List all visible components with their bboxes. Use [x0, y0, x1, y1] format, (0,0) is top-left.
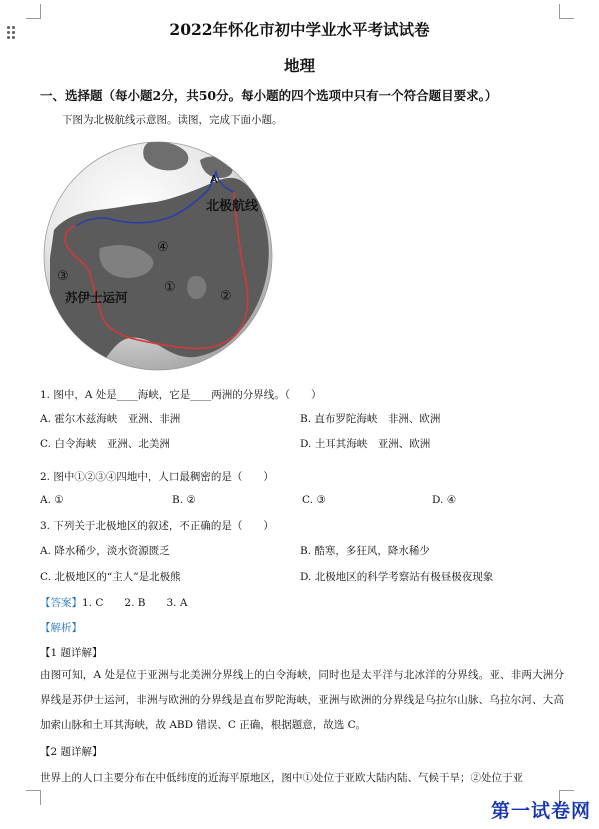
page-title: 2022年怀化市初中学业水平考试试卷	[169, 20, 430, 39]
answer-label: 【答案】	[40, 597, 82, 609]
question-3-option-a[interactable]: A. 降水稀少，淡水资源匮乏	[40, 545, 170, 557]
question-2-option-b[interactable]: B. ②	[172, 494, 196, 506]
map-marker-2: ②	[220, 289, 232, 304]
map-label-arctic-route: 北极航线	[206, 199, 259, 214]
question-1-option-d[interactable]: D. 土耳其海峡 亚洲、欧洲	[300, 438, 431, 450]
analysis-q1-label: 【1 题详解】	[40, 647, 103, 659]
arctic-route-map	[40, 138, 280, 383]
question-1-option-b[interactable]: B. 直布罗陀海峡 非洲、欧洲	[300, 413, 441, 425]
map-marker-1: ①	[164, 280, 176, 295]
map-marker-3: ③	[57, 269, 69, 284]
map-label-a: A	[210, 173, 218, 186]
section-heading: 一、选择题（每小题2分，共50分。每小题的四个选项中只有一个符合题目要求。）	[40, 88, 498, 103]
subject-title: 地理	[283, 56, 315, 75]
analysis-label: 【解析】	[40, 622, 82, 634]
question-3-stem: 3. 下列关于北极地区的叙述，不正确的是（ ）	[40, 520, 274, 532]
analysis-q2-text: 世界上的人口主要分布在中低纬度的近海平原地区，图中①处位于亚欧大陆内陆、气候干旱；②处位于亚	[40, 772, 523, 784]
analysis-q1-text: 由图可知，A 处是位于亚洲与北美洲分界线上的白令海峡，同时也是太平洋与北冰洋的分界线。亚、非两大洲分界线是苏伊士运河，非洲与欧洲的分界线是直布罗陀海峡，亚洲与欧洲的分界线是乌拉尔山脉、乌拉尔河、大高加索山脉和土耳其海峡，故 ABD 错误、C 正确，根据题意，故选 C。	[40, 669, 564, 731]
question-intro: 下图为北极航线示意图。读图，完成下面小题。	[62, 114, 283, 126]
crop-mark-top-left	[26, 4, 41, 19]
question-2-option-d[interactable]: D. ④	[432, 494, 457, 506]
question-1-stem: 1. 图中，A 处是____海峡，它是____两洲的分界线。（ ）	[40, 389, 322, 401]
question-2-option-a[interactable]: A. ①	[40, 494, 64, 506]
watermark-logo: 第一试卷网	[490, 800, 591, 822]
answer-line	[40, 595, 187, 610]
analysis-q2-label: 【2 题详解】	[40, 746, 103, 758]
question-3-option-b[interactable]: B. 酷寒，多狂风，降水稀少	[300, 545, 430, 557]
crop-mark-bottom-left	[26, 790, 41, 805]
question-3-option-d[interactable]: D. 北极地区的科学考察站有极昼极夜现象	[300, 571, 494, 583]
question-3-option-c[interactable]: C. 北极地区的“主人”是北极熊	[40, 571, 181, 583]
crop-mark-top-right	[559, 4, 574, 19]
answer-text: 1. C 2. B 3. A	[82, 597, 188, 609]
question-1-option-a[interactable]: A. 霍尔木兹海峡 亚洲、非洲	[40, 413, 181, 425]
question-2-stem: 2. 图中①②③④四地中，人口最稠密的是（ ）	[40, 471, 274, 483]
map-marker-4: ④	[157, 240, 169, 255]
map-label-suez-canal: 苏伊士运河	[65, 290, 128, 305]
question-2-option-c[interactable]: C. ③	[302, 494, 326, 506]
question-1-option-c[interactable]: C. 白令海峡 亚洲、北美洲	[40, 438, 170, 450]
